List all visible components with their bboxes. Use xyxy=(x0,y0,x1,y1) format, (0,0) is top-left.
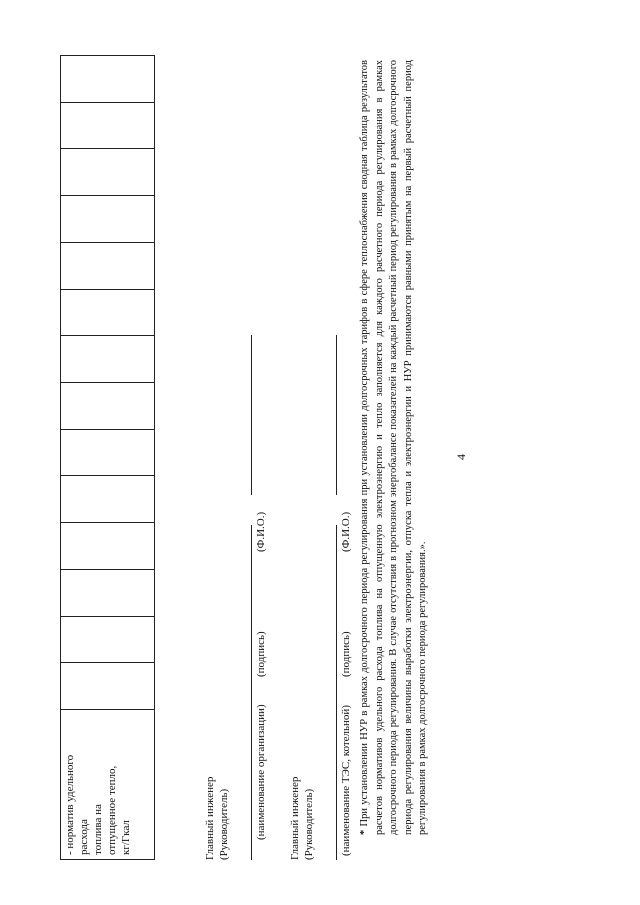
caption-signature-2: (подпись) xyxy=(340,631,352,677)
table-cell xyxy=(61,102,154,149)
table-cell xyxy=(61,382,154,429)
caption-organization-2: (наименование ТЭС, котельной) xyxy=(340,705,352,856)
caption-signature-1: (подпись) xyxy=(255,631,267,677)
table-cell xyxy=(61,429,154,476)
rotated-page-content xyxy=(60,20,490,860)
row-label-line: расхода xyxy=(78,819,90,855)
footnote-text: При установлении НУР в рамках долгосрочного периода регулирования при установлении долгосрочных тарифов в сфере теплоснабжения сводная таблица результатов расчетов нормативов удельного расхода топлива на отпущенную электроэнергию и тепло заполняется для каждого расчетного периода регулирования в рамках долгосрочного периода регулирования. В случае отсутствия в прогнозном энергобалансе показателей на каждый расчетный период регулирования в рамках долгосрочного периода регулирования величины выработки электроэнергии, отпуска тепла и электроэнергии и НУР принимаются равными принятым на первый расчетный период регулирования в рамках долгосрочного периода регулирования.». xyxy=(359,59,428,835)
table-cells xyxy=(61,56,154,709)
table-cell xyxy=(61,148,154,195)
signature-line-org-1 xyxy=(251,525,252,860)
signature-title-line: (Руководитель) xyxy=(303,788,315,860)
signature-line-name-2 xyxy=(336,335,337,495)
row-label-line: отпущенное тепло, xyxy=(106,765,118,855)
table-cell xyxy=(61,522,154,569)
page-number: 4 xyxy=(454,454,468,460)
signature-line-name-1 xyxy=(251,335,252,495)
signature-title-2 xyxy=(288,777,316,860)
signature-title-line: Главный инженер xyxy=(204,776,216,860)
caption-name-1: (Ф.И.О.) xyxy=(255,511,267,552)
table-cell xyxy=(61,662,154,709)
caption-name-2: (Ф.И.О.) xyxy=(340,511,352,552)
row-label-line: топлива на xyxy=(92,804,104,855)
footnote-marker: * xyxy=(359,829,370,835)
fuel-rate-table xyxy=(60,55,155,860)
table-cell xyxy=(61,569,154,616)
signature-title-1 xyxy=(203,777,231,860)
footnote xyxy=(358,60,431,835)
row-label-line: - норматив удельного xyxy=(64,754,76,855)
caption-organization-1: (наименование организации) xyxy=(255,704,267,840)
table-cell xyxy=(61,56,154,102)
table-cell xyxy=(61,289,154,336)
table-cell xyxy=(61,616,154,663)
signature-line-org-2 xyxy=(336,525,337,860)
signature-title-line: (Руководитель) xyxy=(218,788,230,860)
table-cell xyxy=(61,195,154,242)
signature-title-line: Главный инженер xyxy=(289,776,301,860)
table-cell xyxy=(61,335,154,382)
table-cell xyxy=(61,475,154,522)
table-row-label xyxy=(61,709,154,859)
row-label-line: кг/Гкал xyxy=(120,820,132,855)
table-cell xyxy=(61,242,154,289)
